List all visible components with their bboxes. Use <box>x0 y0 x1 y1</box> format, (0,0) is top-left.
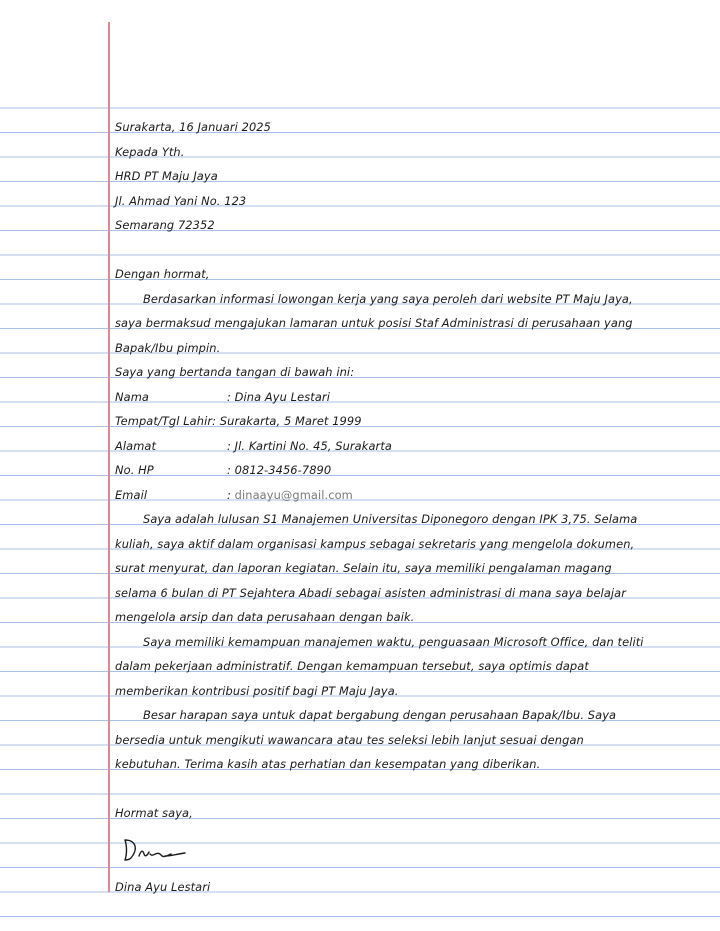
paragraph-line: saya bermaksud mengajukan lamaran untuk posisi Staf Administrasi di perusahaan yang <box>115 316 633 330</box>
paragraph-line: Saya memiliki kemampuan manajemen waktu, penguasaan Microsoft Office, dan teliti <box>143 634 644 649</box>
salutation: Dengan hormat, <box>115 267 210 281</box>
paragraph-line: selama 6 bulan di PT Sejahtera Abadi sebagai asisten administrasi di mana saya belajar <box>115 585 627 600</box>
identity-value: : Jl. Kartini No. 45, Surakarta <box>227 438 392 453</box>
signer-name: Dina Ayu Lestari <box>115 879 211 894</box>
paragraph-line: bersedia untuk mengikuti wawancara atau tes seleksi lebih lanjut sesuai dengan <box>115 732 584 747</box>
identity-row-address <box>115 434 675 459</box>
identity-row-birth <box>115 409 675 434</box>
margin-line <box>108 22 110 892</box>
identity-table <box>115 385 675 508</box>
recipient-line-3: Jl. Ahmad Yani No. 123 <box>115 193 247 208</box>
identity-value: : 0812-3456-7890 <box>227 463 332 477</box>
closing: Hormat saya, <box>115 806 193 820</box>
identity-label: Tempat/Tgl Lahir <box>115 414 213 428</box>
identity-label: Nama <box>115 389 149 404</box>
identity-intro: Saya yang bertanda tangan di bawah ini: <box>115 365 355 379</box>
paragraph-3 <box>115 630 675 704</box>
blank-line <box>115 777 675 802</box>
recipient-line-1: Kepada Yth. <box>115 144 185 159</box>
cover-letter <box>115 115 675 899</box>
identity-row-phone <box>115 458 675 483</box>
identity-row-name <box>115 385 675 410</box>
identity-row-email <box>115 483 675 508</box>
identity-label: No. HP <box>115 463 154 477</box>
place-date: Surakarta, 16 Januari 2025 <box>115 120 271 134</box>
recipient-line-2: HRD PT Maju Jaya <box>115 169 218 183</box>
signature-area <box>115 826 675 875</box>
identity-value: : Surakarta, 5 Maret 1999 <box>212 414 362 428</box>
paragraph-line: Saya adalah lulusan S1 Manajemen Universitas Diponegoro dengan IPK 3,75. Selama <box>143 512 638 526</box>
paragraph-line: mengelola arsip dan data perusahaan dengan baik. <box>115 610 415 624</box>
signature-icon <box>119 834 189 866</box>
paragraph-line: Bapak/Ibu pimpin. <box>115 340 221 355</box>
identity-value-colon: : <box>227 487 235 502</box>
recipient-line-4: Semarang 72352 <box>115 218 215 232</box>
paragraph-line: memberikan kontribusi positif bagi PT Maju Jaya. <box>115 683 399 698</box>
paragraph-line: surat menyurat, dan laporan kegiatan. Selain itu, saya memiliki pengalaman magang <box>115 561 612 575</box>
paragraph-line: kebutuhan. Terima kasih atas perhatian dan kesempatan yang diberikan. <box>115 757 541 771</box>
blank-line <box>115 238 675 263</box>
identity-value: : Dina Ayu Lestari <box>227 389 330 404</box>
paragraph-2 <box>115 507 675 630</box>
paragraph-1 <box>115 287 675 361</box>
paragraph-line: dalam pekerjaan administratif. Dengan kemampuan tersebut, saya optimis dapat <box>115 659 589 673</box>
paragraph-line: Berdasarkan informasi lowongan kerja yang saya peroleh dari website PT Maju Jaya, <box>143 291 633 306</box>
identity-label: Email <box>115 487 148 502</box>
identity-label: Alamat <box>115 438 157 453</box>
email-link[interactable]: dinaayu@gmail.com <box>234 487 353 502</box>
paragraph-line: Besar harapan saya untuk dapat bergabung dengan perusahaan Bapak/Ibu. Saya <box>143 708 617 722</box>
paragraph-4 <box>115 703 675 777</box>
paragraph-line: kuliah, saya aktif dalam organisasi kampus sebagai sekretaris yang mengelola dokumen, <box>115 536 635 551</box>
